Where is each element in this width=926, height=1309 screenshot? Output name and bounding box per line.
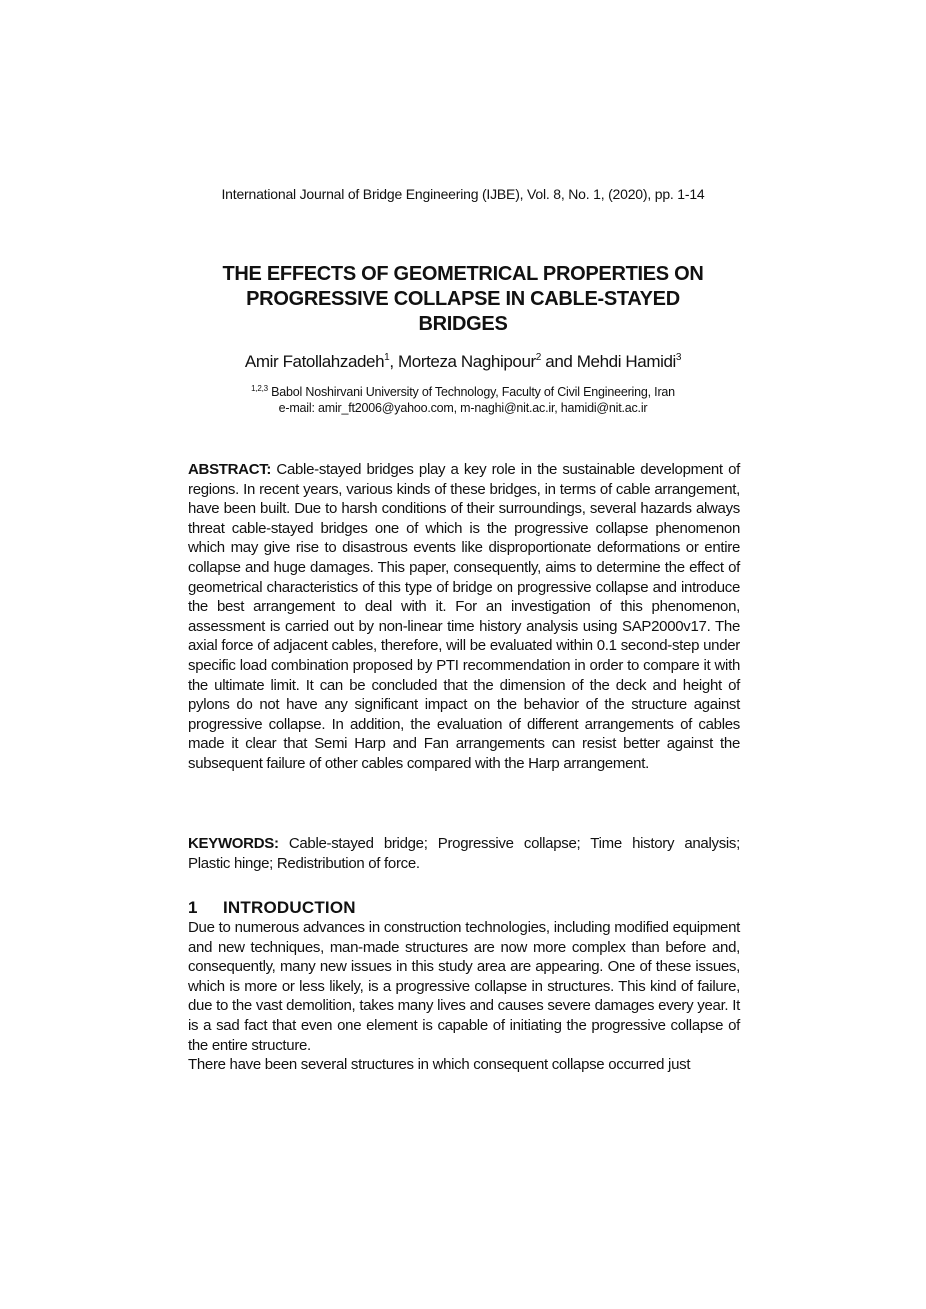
author-separator: and — [540, 352, 577, 371]
author-separator: , — [389, 352, 398, 371]
title-line-1: THE EFFECTS OF GEOMETRICAL PROPERTIES ON — [222, 263, 704, 285]
keywords-text: Cable-stayed bridge; Progressive collapse; Time history analysis; Plastic hinge; Redistribution of force. — [188, 835, 740, 872]
author-list — [0, 352, 926, 372]
keywords-paragraph — [188, 834, 740, 873]
section-heading-introduction — [188, 898, 356, 918]
author-3: Mehdi Hamidi — [576, 352, 676, 371]
section-number: 1 — [188, 898, 198, 917]
section-title: INTRODUCTION — [223, 898, 356, 917]
introduction-body — [188, 918, 740, 1075]
email-line: e-mail: amir_ft2006@yahoo.com, m-naghi@nit.ac.ir, hamidi@nit.ac.ir — [278, 401, 648, 415]
affiliation-line — [0, 384, 926, 400]
title-line-3: BRIDGES — [418, 313, 508, 335]
affiliation-mark: 1,2,3 — [251, 384, 268, 393]
author-3-affiliation-mark: 3 — [675, 352, 682, 363]
journal-header: International Journal of Bridge Engineering (IJBE), Vol. 8, No. 1, (2020), pp. 1-14 — [221, 186, 705, 202]
introduction-paragraph-2: There have been several structures in which consequent collapse occurred just — [188, 1056, 691, 1074]
paper-title — [150, 262, 776, 337]
keywords-label: KEYWORDS: — [188, 835, 279, 852]
author-2: Morteza Naghipour — [398, 352, 536, 371]
introduction-paragraph-1: Due to numerous advances in construction technologies, including modified equipment and new techniques, man-made structures are now more complex than before and, consequently, many new issues in this study area are appearing. One of these issues, which is more or less likely, is a progressive collapse in structures. This kind of failure, due to the vast demolition, takes many lives and causes severe damages every year. It is a sad fact that even one element is capable of initiating the progressive collapse of the entire structure. — [188, 919, 740, 1054]
title-line-2: PROGRESSIVE COLLAPSE IN CABLE-STAYED — [246, 288, 680, 310]
abstract-paragraph — [188, 460, 740, 774]
author-1: Amir Fatollahzadeh — [244, 352, 385, 371]
abstract-text: Cable-stayed bridges play a key role in the sustainable development of regions. In recent years, various kinds of these bridges, in terms of cable arrangement, have been built. Due to harsh conditions of their surroundings, several hazards always threat cable-stayed bridges one of which is the progressive collapse phenomenon which may give rise to disastrous events like disproportionate deformations or entire collapse and huge damages. This paper, consequently, aims to determine the effect of geometrical characteristics of this type of bridge on progressive collapse and introduce the best arrangement to deal with it. For an investigation of this phenomenon, assessment is carried out by non-linear time history analysis using SAP2000v17. The axial force of adjacent cables, therefore, will be evaluated within 0.1 second-step under specific load combination proposed by PTI recommendation in order to compare it with the ultimate limit. It can be concluded that the dimension of the deck and height of pylons do not have any significant impact on the behavior of the structure against progressive collapse. In addition, the evaluation of different arrangements of cables made it clear that Semi Harp and Fan arrangements can resist better against the subsequent failure of other cables compared with the Harp arrangement. — [188, 461, 740, 772]
affiliation-block — [0, 384, 926, 416]
institution: Babol Noshirvani University of Technology, Faculty of Civil Engineering, Iran — [267, 385, 675, 399]
author-2-affiliation-mark: 2 — [535, 352, 541, 363]
keywords — [188, 834, 740, 873]
abstract-label: ABSTRACT: — [188, 461, 272, 478]
abstract — [188, 460, 740, 774]
author-1-affiliation-mark: 1 — [384, 352, 390, 363]
